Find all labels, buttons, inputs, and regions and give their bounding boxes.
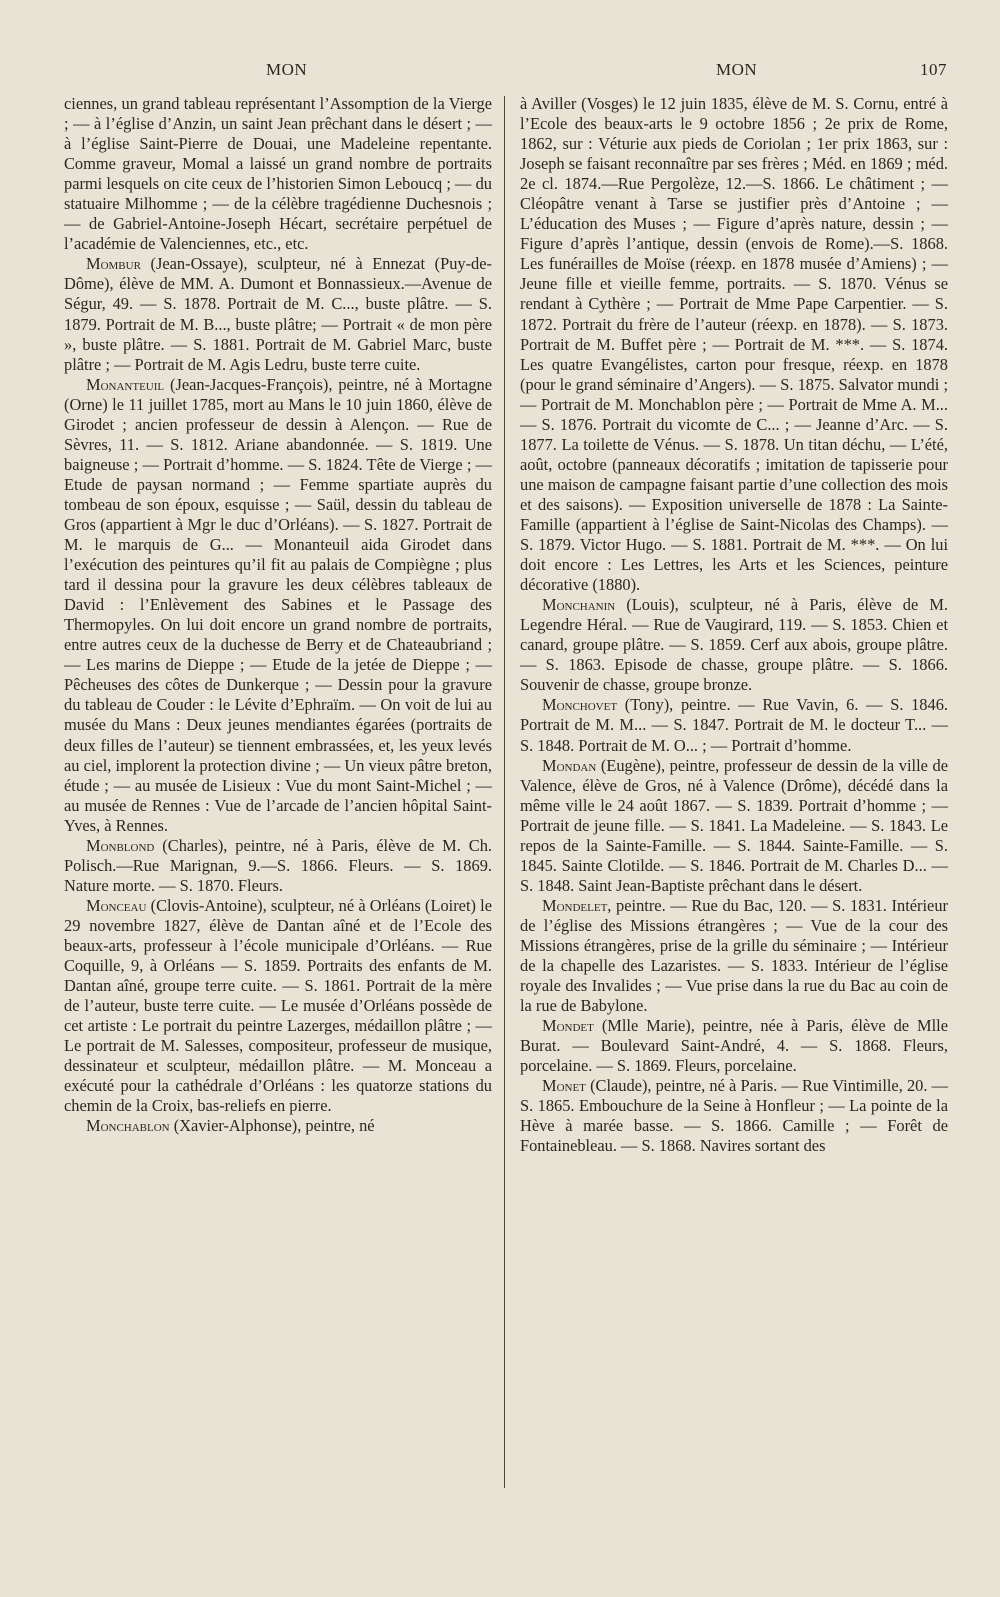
entry-paragraph [520, 1076, 948, 1156]
entry-text: (Charles), peintre, né à Paris, élève de M. Ch. Polisch.—Rue Marignan, 9.—S. 1866. Fleurs. — S. 1869. Nature morte. — S. 1870. Fleurs. [64, 835, 492, 895]
entry-paragraph [520, 756, 948, 896]
entry-name: Mondan [542, 755, 597, 775]
entry-name: Monchanin [542, 595, 616, 615]
paragraph-continuation [520, 94, 948, 595]
entry-paragraph [64, 1116, 492, 1136]
entry-paragraph [520, 595, 948, 695]
entry-name: Monet [542, 1076, 586, 1096]
entry-name: Mondelet [542, 895, 608, 915]
entry-name: Monanteuil [86, 374, 165, 394]
entry-paragraph [64, 254, 492, 374]
entry-paragraph [520, 1016, 948, 1076]
paragraph-text: ciennes, un grand tableau représentant l’Assomption de la Vierge ; — à l’église d’Anzin, un saint Jean prêchant dans le désert ; — à l’église Saint-Pierre de Douai, une Madeleine repentante. Comme graveur, Momal a laissé un grand nombre de portraits parmi lesquels on cite ceux de l’historien Simon Leboucq ; — du statuaire Milhomme ; — de la célèbre tragédienne Duchesnois ; — de Gabriel-Antoine-Joseph Hécart, secrétaire perpétuel de l’académie de Valenciennes, etc., etc. [64, 94, 492, 254]
entry-paragraph [64, 375, 492, 836]
running-head-left: MON [266, 60, 308, 79]
entry-text: (Tony), peintre. — Rue Vavin, 6. — S. 1846. Portrait de M. M... — S. 1847. Portrait de M. le docteur T... — S. 1848. Portrait de M. O... ; — Portrait d’homme. [520, 695, 948, 755]
paragraph-continuation [64, 94, 492, 254]
entry-text: (Jean-Jacques-François), peintre, né à Mortagne (Orne) le 11 juillet 1785, mort au Mans le 10 juin 1860, élève de Girodet ; ancien professeur de dessin à Alençon. — Rue de Sèvres, 11. — S. 1812. Ariane abandonnée. — S. 1819. Une baigneuse ; — Portrait d’homme. — S. 1824. Tête de Vierge ; — Etude de paysan normand ; — Femme spartiate auprès du tombeau de son époux, esquisse ; — Saül, dessin du tableau de Gros (appartient à Mgr le duc d’Orléans). — S. 1827. Portrait de M. le marquis de G... — Monanteuil aida Girodet dans l’exécution des peintures qu’il fit au palais de Compiègne ; plus tard il dessina pour la gravure les deux célèbres tableaux de David : l’Enlèvement des Sabines et le Passage des Thermopyles. On lui doit encore un grand nombre de portraits, entre autres ceux de la duchesse de Berry et de Chateaubriand ; — Les marins de Dieppe ; — Etude de la jetée de Dieppe ; — Pêcheuses des côtes de Dunkerque ; — Dessin pour la gravure du tableau de Couder : le Lévite d’Ephraïm. — On voit de lui au musée du Mans : Deux jeunes mendiantes égarées (portraits de deux filles de l’auteur) se tiennent embrassées, et, les yeux levés au ciel, implorent la protection divine ; — Un vieux pâtre breton, étude ; — au musée de Lisieux : Vue du mont Saint-Michel ; — au musée de Rennes : Vue de l’arcade de l’ancien hôpital Saint-Yves, à Rennes. [64, 374, 492, 835]
entry-name: Monceau [86, 895, 147, 915]
entry-text: (Louis), sculpteur, né à Paris, élève de M. Legendre Héral. — Rue de Vaugirard, 119. — S. 1853. Chien et canard, groupe plâtre. — S. 1859. Cerf aux abois, groupe plâtre. — S. 1863. Episode de chasse, groupe plâtre. — S. 1866. Souvenir de chasse, groupe bronze. [520, 595, 948, 695]
entry-text: (Clovis-Antoine), sculpteur, né à Orléans (Loiret) le 29 novembre 1827, élève de Dantan aîné et de l’Ecole des beaux-arts, professeur à l’école municipale d’Orléans. — Rue Coquille, 9, à Orléans — S. 1859. Portraits des enfants de M. Dantan aîné, groupe terre cuite. — S. 1861. Portrait de la mère de l’auteur, buste terre cuite. — Le musée d’Orléans possède de cet artiste : Le portrait du peintre Lazerges, médaillon plâtre ; — Le portrait de M. Salesses, compositeur, professeur de musique, dessinateur et sculpteur, médaillon plâtre. — M. Monceau a exécuté pour la cathédrale d’Orléans : les quatorze stations du chemin de la Croix, bas-reliefs en pierre. [64, 895, 492, 1116]
entry-name: Monblond [86, 835, 155, 855]
entry-name: Monchovet [542, 695, 618, 715]
entry-text: , peintre. — Rue du Bac, 120. — S. 1831. Intérieur de l’église des Missions étrangères ; — Vue de la cour des Missions étrangères, prise de la grille du séminaire ; — Intérieur de la chapelle des Lazaristes. — S. 1833. Intérieur de l’église royale des Invalides ; — Vue prise dans la rue du Bac au coin de la rue de Babylone. [520, 895, 948, 1016]
right-column [520, 94, 948, 1156]
entry-name: Mondet [542, 1016, 594, 1036]
entry-text: (Mlle Marie), peintre, née à Paris, élève de Mlle Burat. — Boulevard Saint-André, 4. — S. 1868. Fleurs, porcelaine. — S. 1869. Fleurs, porcelaine. [520, 1016, 948, 1076]
column-divider [504, 96, 505, 1488]
running-head-right: MON [716, 60, 758, 79]
page-number: 107 [920, 60, 947, 79]
entry-paragraph [64, 836, 492, 896]
entry-name: Monchablon [86, 1116, 170, 1136]
entry-paragraph [64, 896, 492, 1117]
entry-paragraph [520, 695, 948, 755]
entry-text: (Claude), peintre, né à Paris. — Rue Vintimille, 20. — S. 1865. Embouchure de la Seine à Honfleur ; — La pointe de la Hève à marée basse. — S. 1866. Camille ; — Forêt de Fontainebleau. — S. 1868. Navires sortant des [520, 1076, 948, 1156]
entry-paragraph [520, 896, 948, 1016]
entry-name: Mombur [86, 254, 141, 274]
entry-text: (Jean-Ossaye), sculpteur, né à Ennezat (Puy-de-Dôme), élève de MM. A. Dumont et Bonnassieux.—Avenue de Ségur, 49. — S. 1878. Portrait de M. C..., buste plâtre. — S. 1879. Portrait de M. B..., buste plâtre; — Portrait « de mon père », buste plâtre. — S. 1881. Portrait de M. Gabriel Marc, buste plâtre ; — Portrait de M. Agis Ledru, buste terre cuite. [64, 254, 492, 374]
entry-text: (Xavier-Alphonse), peintre, né [173, 1116, 375, 1136]
left-column [64, 94, 492, 1136]
paragraph-text: à Aviller (Vosges) le 12 juin 1835, élève de M. S. Cornu, entré à l’Ecole des beaux-arts le 9 octobre 1856 ; 2e prix de Rome, 1862, sur : Véturie aux pieds de Coriolan ; 1er prix 1863, sur : Joseph se faisant reconnaître par ses frères ; Méd. en 1869 ; méd. 2e cl. 1874.—Rue Pergolèze, 12.—S. 1866. Le châtiment ; — Cléopâtre venant à Tarse se justifier près d’Antoine ; — L’éducation des Muses ; — Figure d’après nature, dessin ; — Figure d’après l’antique, dessin (envois de Rome).—S. 1868. Les funérailles de Moïse (réexp. en 1878 musée d’Amiens) ; — Jeune fille et vieille femme, portraits. — S. 1870. Vénus se rendant à Cythère ; — Portrait de Mme Pape Carpentier. — S. 1872. Portrait du frère de l’auteur (réexp. en 1878). — S. 1873. Portrait de M. Buffet père ; — Portrait de M. ***. — S. 1874. Les quatre Evangélistes, carton pour fresque, réexp. en 1878 (pour le grand séminaire d’Angers). — S. 1875. Salvator mundi ; — Portrait de M. Monchablon père ; — Portrait de Mme A. M... — S. 1876. Portrait du vicomte de C... ; — Jeanne d’Arc. — S. 1877. La toilette de Vénus. — S. 1878. Un titan déchu, — L’été, août, octobre (panneaux décoratifs ; imitation de tapisserie pour une maison de campagne faisant partie d’une collection des mois et des saisons). — Exposition universelle de 1878 : La Sainte-Famille (appartient à l’église de Saint-Nicolas des Champs). — S. 1879. Victor Hugo. — S. 1881. Portrait de M. ***. — On lui doit encore : Les Lettres, les Arts et les Sciences, peinture décorative (1880). [520, 94, 948, 595]
entry-text: (Eugène), peintre, professeur de dessin de la ville de Valence, élève de Gros, né à Valence (Drôme), décédé dans la même ville le 24 août 1867. — S. 1839. Portrait d’homme ; — Portrait de jeune fille. — S. 1841. La Madeleine. — S. 1843. Le repos de la Sainte-Famille. — S. 1844. Sainte-Famille. — S. 1845. Sainte Clotilde. — S. 1846. Portrait de M. Charles D... — S. 1848. Saint Jean-Baptiste prêchant dans le désert. [520, 755, 948, 895]
